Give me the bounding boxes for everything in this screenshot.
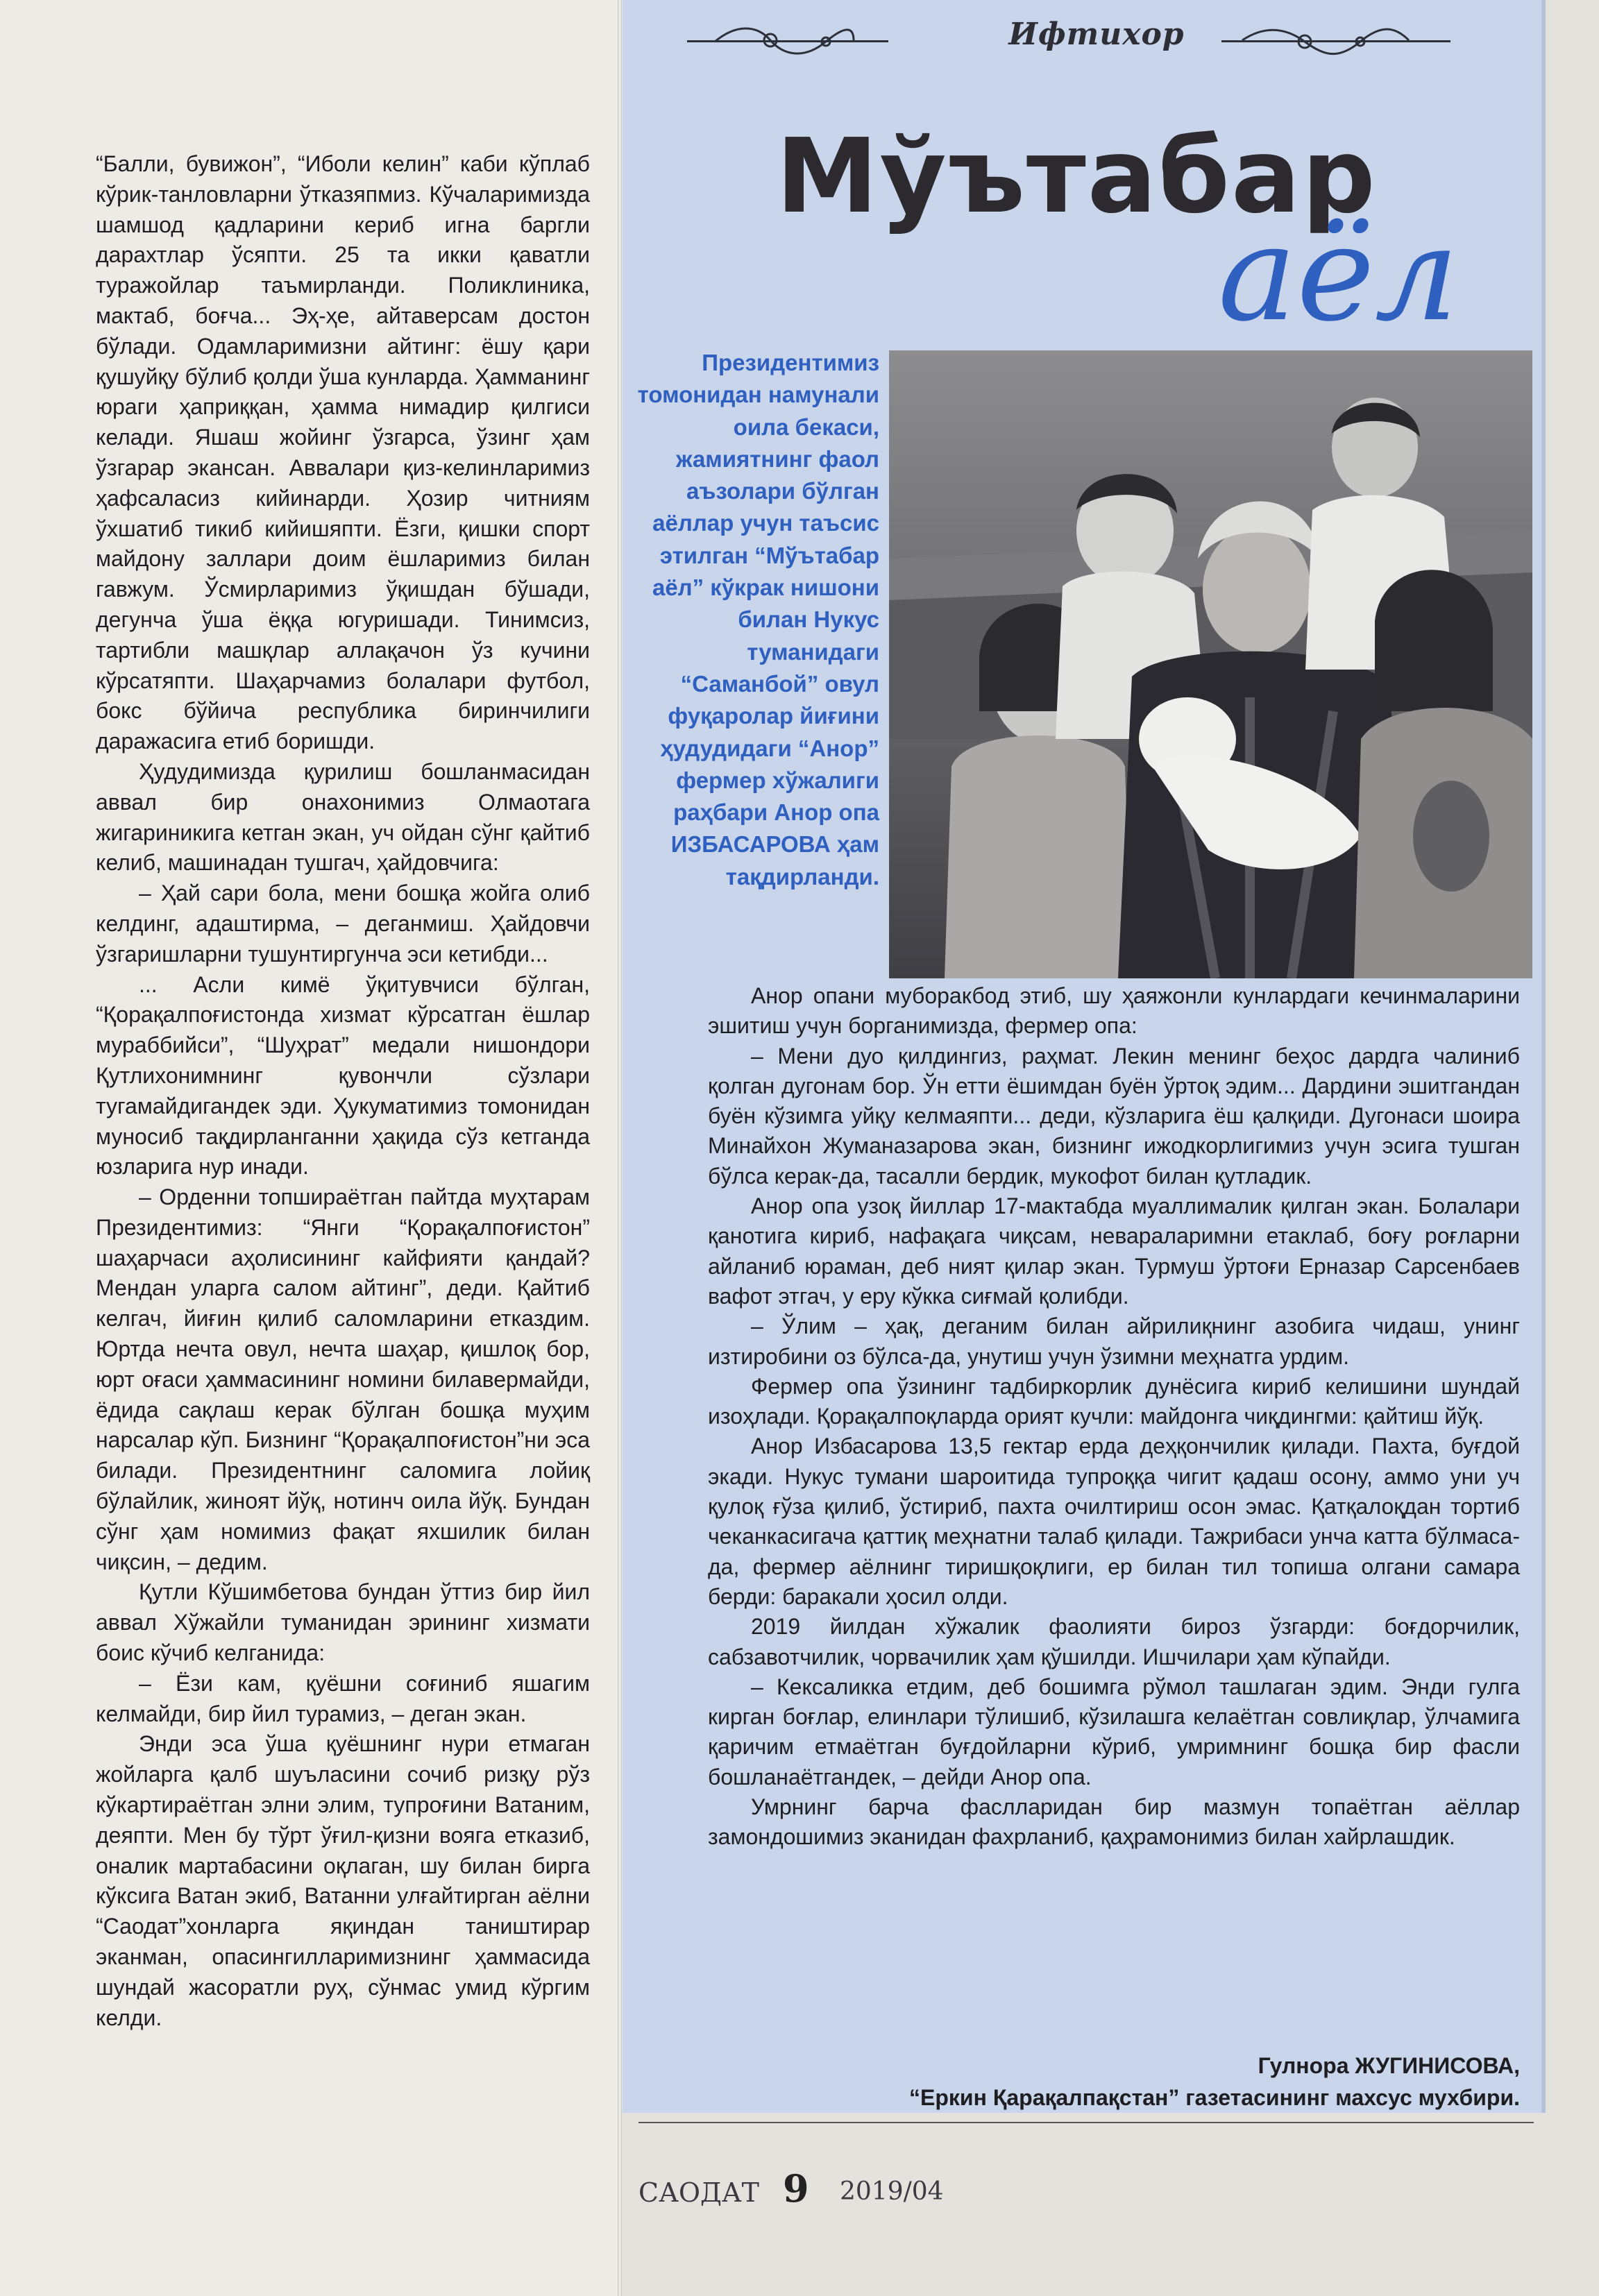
family-photo	[889, 350, 1532, 978]
magazine-name: САОДАТ	[638, 2177, 760, 2208]
paragraph: – Ҳай сари бола, мени бошқа жойга олиб келдинг, адаштирма, – деганмиш. Ҳайдовчи ўзгаришларни тушунтиргунча эси кетибди...	[96, 881, 590, 967]
lead-text: Президентимиз томонидан намунали оила бекаси, жамиятнинг фаол аъзолари бўлган аёллар учун таъсис этилган “Мўътабар аёл” кўкрак нишони билан Нукус туманидаги “Саманбой” овул фуқаролар йиғини ҳудудидаги “Анор” фермер хўжалиги раҳбари Анор опа ИЗБАСАРОВА ҳам тақдирланди.	[637, 350, 879, 890]
author-signature	[708, 2050, 1520, 2114]
page-binding	[618, 0, 622, 2296]
left-column	[96, 149, 590, 2033]
paragraph: – Ўлим – ҳақ, деганим билан айрилиқнинг азобига чидаш, унинг изтиробини оз бўлса-да, унутиш учун ўзимни меҳнатга урдим.	[708, 1313, 1520, 1369]
right-column	[708, 981, 1520, 1853]
family-photo-image-icon	[889, 350, 1532, 978]
ornament-left-icon	[708, 21, 861, 62]
section-label: Ифтихор	[1008, 17, 1185, 52]
paragraph: – Мени дуо қилдингиз, раҳмат. Лекин менинг беҳос дардга чалиниб қолган дугонам бор. Ўн етти ёшимдан буён ўртоқ эдим... Дардини эшитгандан буён кўзимга уйқу келмаяпти... деди, кўзларига ёш қалқиди. Дугонаси шоира Минайхон Жуманазарова экан, бизнинг ижодкорлигимиз учун эсига тушган бўлса керак-да, тасалли бердик, мукофот билан қутладик.	[708, 1043, 1520, 1189]
paragraph: – Кексаликка етдим, деб бошимга рўмол ташлаган эдим. Энди гулга кирган боғлар, елинлари тўлишиб, кўзилашга келаётган совлиқлар, ўлчамига қаричим етмаётган буғдойларни кўриб, умримнинг бошқа бир фасли бошланаётгандек, – дейди Анор опа.	[708, 1674, 1520, 1789]
page-footer	[638, 2122, 1534, 2211]
article-title-sub: аёл	[1218, 197, 1459, 350]
paragraph: Умрнинг барча фаслларидан бир мазмун топаётган аёллар замондошимиз эканидан фахрланиб, қаҳрамонимиз билан хайрлашдик.	[708, 1794, 1520, 1850]
article-title: Мўътабар	[776, 117, 1377, 236]
paragraph: Анор опа узоқ йиллар 17-мактабда муаллималик қилган экан. Болалари қанотига кириб, нафақага чиқсам, невараларимни етаклаб, боғу роғларни айланиб юраман, деб ният қилар экан. Турмуш ўртоғи Ерназар Сарсенбаев вафот этгач, у еру кўкка сиғмай қолибди.	[708, 1193, 1520, 1309]
paragraph: Энди эса ўша қуёшнинг нури етмаган жойларга қалб шуъласини сочиб ризқу рўз кўкартираётган элни элим, тупроғини Ватаним, деяпти. Мен бу тўрт ўғил-қизни вояга етказиб, оналик мартабасини оқлаган, шу билан бирга кўксига Ватан экиб, Ватанни улғайтирган аёлни “Саодат”хонларга яқиндан таништирар эканман, опасингилларимизнинг ҳаммасида шундай жасоратли руҳ, сўнмас умид кўргим келди.	[96, 1731, 590, 2030]
paragraph: Фермер опа ўзининг тадбиркорлик дунёсига кириб келишини шундай изоҳлади. Қорақалпоқларда орият кучли: майдонга чиқдингми: қайтиш йўқ.	[708, 1373, 1520, 1429]
paragraph: Ҳудудимизда қурилиш бошланмасидан аввал бир онахонимиз Олмаотага жигариникига кетган экан, уч ойдан сўнг қайтиб келиб, машинадан тушгач, ҳайдовчига:	[96, 758, 590, 876]
author-name: Гулнора ЖУГИНИСОВА,	[1258, 2053, 1520, 2078]
paragraph: Қутли Кўшимбетова бундан ўттиз бир йил аввал Хўжайли туманидан эрининг хизмати боис кўчиб келганида:	[96, 1579, 590, 1666]
author-affiliation: “Еркин Қарақалпақстан” газетасининг махсус мухбири.	[909, 2085, 1520, 2110]
footer-rule	[638, 2122, 1534, 2123]
issue-number: 2019/04	[840, 2177, 944, 2206]
paragraph: Анор опани муборакбод этиб, шу ҳаяжонли кунлардаги кечинмаларини эшитиш учун борганимизда, фермер опа:	[708, 983, 1520, 1039]
paragraph: 2019 йилдан хўжалик фаолияти бироз ўзгарди: боғдорчилик, сабзавотчилик, чорвачилик ҳам қўшилди. Ишчилари ҳам кўпайди.	[708, 1614, 1520, 1669]
paragraph: Анор Избасарова 13,5 гектар ерда деҳқончилик қилади. Пахта, буғдой экади. Нукус тумани шароитида тупроққа чигит қадаш осону, аммо уни уч қулоқ ғўза қилиб, ўстириб, пахта очилтириш осон эмас. Қатқалоқдан тортиб чеканкасигача қаттиқ меҳнатни талаб қилади. Тажрибаси унча катта бўлмаса-да, фермер аёлнинг тиришқоқлиги, ер билан тил топиша олгани самара берди: баракали ҳосил олди.	[708, 1434, 1520, 1609]
paragraph: – Ёзи кам, қуёшни соғиниб яшагим келмайди, бир йил турамиз, – деган экан.	[96, 1670, 590, 1726]
page-number: 9	[783, 2166, 809, 2211]
paragraph: ... Асли кимё ўқитувчиси бўлган, “Қорақалпоғистонда хизмат кўрсатган ёшлар мураббийси”, “Шуҳрат” медали нишондори Қутлихонимнинг қувончли сўзлари тугамайдигандек эди. Ҳукуматимиз томонидан муносиб тақдирланганни ҳақида сўз кетганда юзларига нур инади.	[96, 971, 590, 1180]
paragraph: – Орденни топшираётган пайтда муҳтарам Президентимиз: “Янги “Қорақалпоғистон” шаҳарчаси аҳолисининг кайфияти қандай? Мендан уларга салом айтинг”, деди. Қайтиб келгач, йиғин қилиб саломларини етказдим. Юртда нечта овул, нечта шаҳар, қишлоқ бор, юрт оғаси ҳаммасининг номини билавермайди, ёдида сақлаш керак бўлган бошқа муҳим нарсалар кўп. Бизнинг “Қорақалпоғистон”ни эса билади. Президентнинг саломига лойиқ бўлайлик, жиноят йўқ, нотинч оила йўқ. Бундан сўнг ҳам номимиз фақат яхшилик билан чиқсин, – дедим.	[96, 1184, 590, 1574]
header-rule-right	[1221, 40, 1450, 42]
paragraph: “Балли, бувижон”, “Иболи келин” каби кўплаб кўрик-танловларни ўтказяпмиз. Кўчаларимизда шамшод қадларини кериб игна баргли дарахтлар ўсяпти. 25 та икки қаватли туражойлар таъмирланди. Поликлиника, мактаб, боғча... Эҳ-ҳе, айтаверсам достон бўлади. Одамларимизни айтинг: ёшу қари қушуйқу бўлиб қолди ўша кунларда. Ҳамманинг юраги ҳаприққан, ҳамма нимадир қилгиси келади. Яшаш жойинг ўзгарса, ўзинг ҳам ўзгарар экансан. Аввалари қиз-келинларимиз ҳафсаласиз кийинарди. Ҳозир читниям ўхшатиб тикиб кийишяпти. Ёзги, қишки спорт майдону заллари доим ёшларимиз билан гавжум. Ўсмирларимиз ўқишдан бўшади, дегунча ўша ёққа югуришади. Тинимсиз, тартибли машқлар аллақачон ўз кучини кўрсатяпти. Шаҳарчамиз болалари футбол, бокс бўйича республика биринчилиги даражасига етиб боришди.	[96, 151, 590, 754]
